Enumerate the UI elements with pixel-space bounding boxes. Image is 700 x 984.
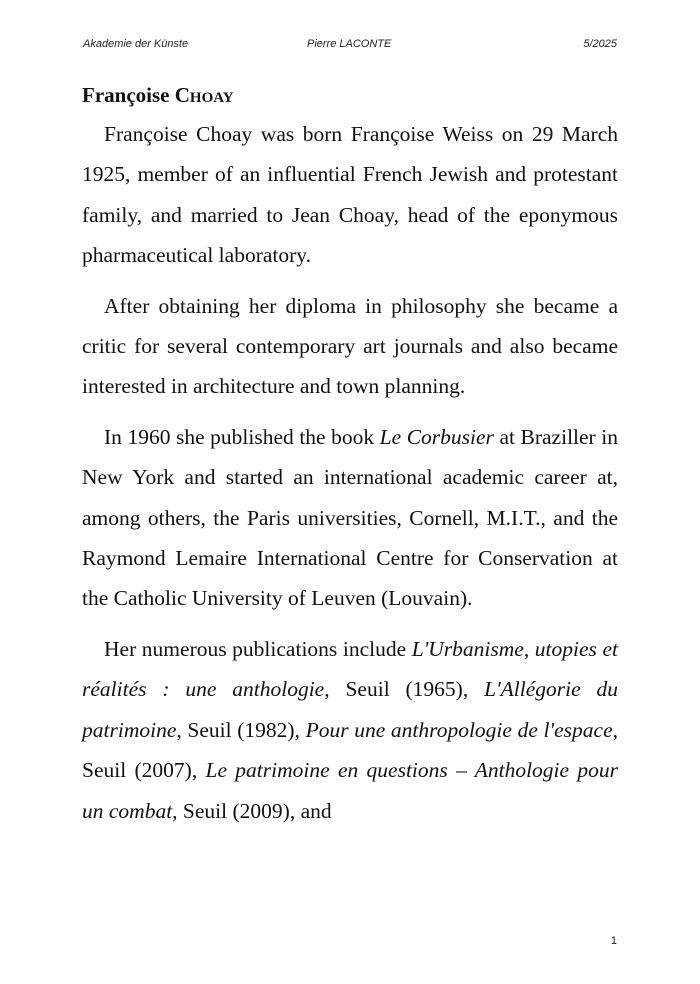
paragraph-birth xyxy=(82,114,618,276)
text-run: After obtaining her diploma in philosophy she became a critic for several contemporary art journals and also became interested in architecture and town planning. xyxy=(82,293,618,399)
italic-title-run: L'Urbanisme, utopies et réalités : une anthologie xyxy=(82,636,619,702)
text-run: , Seuil (1982), xyxy=(176,717,306,742)
text-run: , Seuil (1965), xyxy=(324,677,485,702)
text-run: Françoise Choay was born Françoise Weiss on 29 March 1925, member of an influential French Jewish and protestant family, and married to Jean Choay, head of the eponymous pharmaceutical laboratory. xyxy=(82,122,618,268)
paragraph-career xyxy=(82,417,618,619)
text-run: In 1960 she published the book xyxy=(104,424,380,449)
running-header xyxy=(83,38,617,54)
text-run: , Seuil (2007), xyxy=(82,717,618,783)
italic-title-run: Le patrimoine en questions – Anthologie pour un combat xyxy=(82,758,618,823)
section-title xyxy=(82,80,618,114)
text-run: , Seuil (2009), and xyxy=(172,798,332,823)
italic-title-run: L'Allégorie du patrimoine xyxy=(82,677,618,742)
header-author: Pierre LACONTE xyxy=(307,38,392,50)
title-first-name: Françoise xyxy=(82,83,170,107)
paragraph-education xyxy=(82,286,618,407)
title-last-name: Choay xyxy=(174,83,234,107)
italic-title-run: Pour une anthropologie de l'espace xyxy=(305,717,613,742)
page-number: 1 xyxy=(610,935,617,947)
paragraph-publications xyxy=(82,629,618,831)
text-run: at Braziller in New York and started an international academic career at, among others, the Paris universities, Cornell, M.I.T., and the Raymond Lemaire International Centre for Conservation at the Catholic University of Leuven (Louvain). xyxy=(82,424,618,611)
document-body xyxy=(82,80,618,841)
text-run: Her numerous publications include xyxy=(104,636,412,661)
header-institution: Akademie der Künste xyxy=(83,38,189,50)
header-date: 5/2025 xyxy=(583,38,617,50)
italic-title-run: Le Corbusier xyxy=(379,424,494,449)
